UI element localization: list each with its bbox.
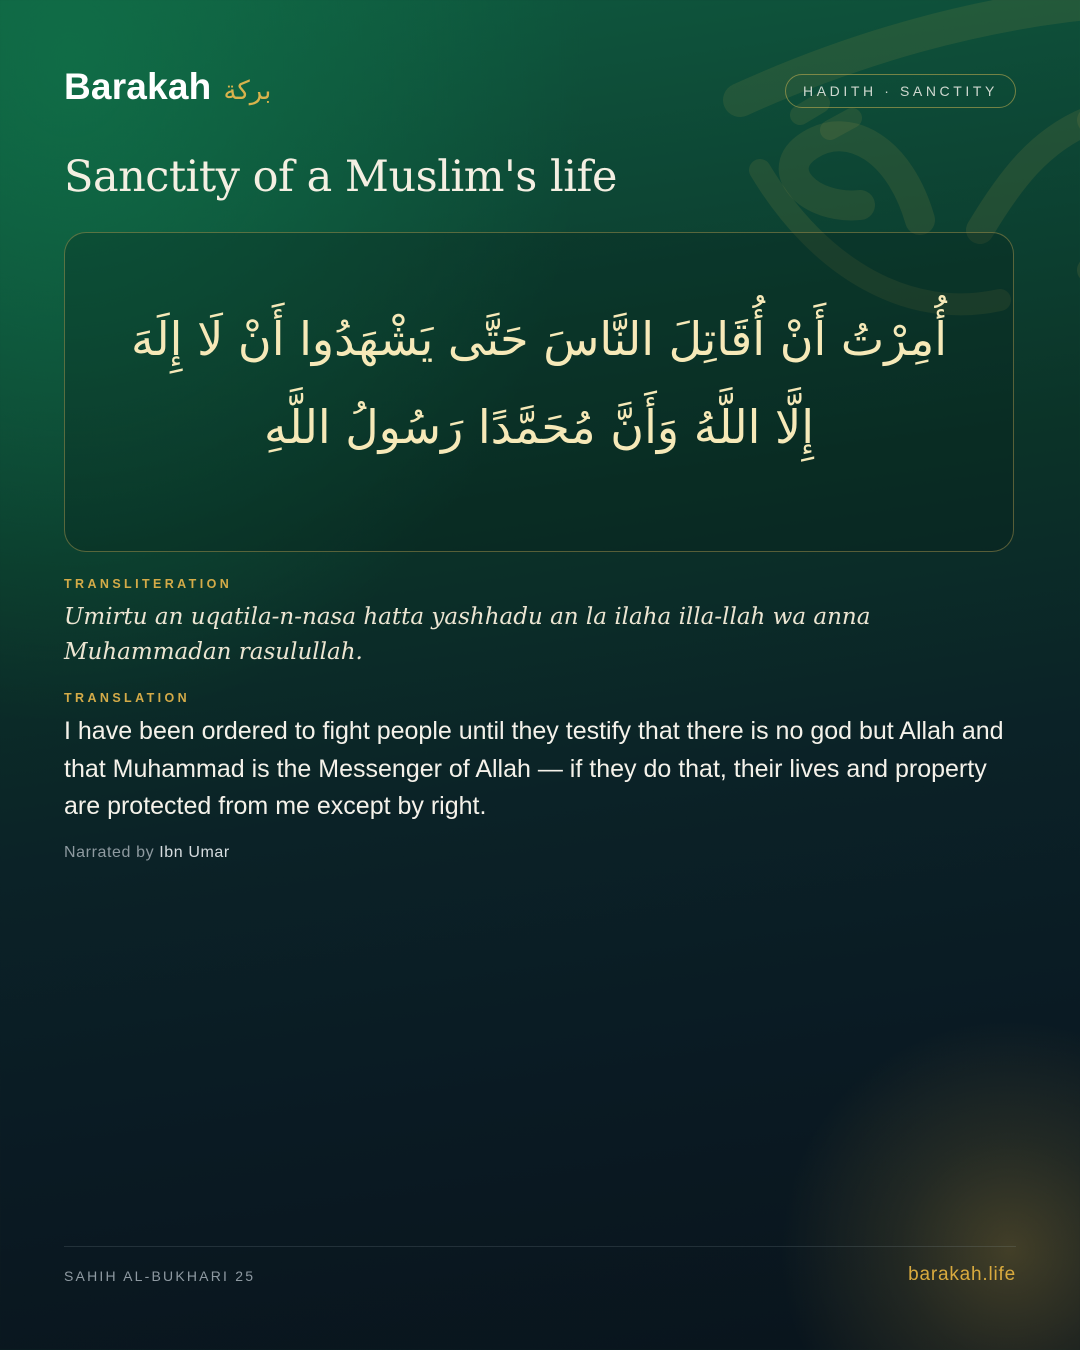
- hadith-source: SAHIH AL-BUKHARI 25: [64, 1268, 256, 1284]
- arabic-line-1: أُمِرْتُ أَنْ أُقَاتِلَ النَّاسَ حَتَّى يَشْهَدُوا أَنْ لَا إِلَهَ: [130, 312, 947, 366]
- header: [64, 62, 1016, 118]
- category-tag: [785, 74, 1016, 108]
- arabic-text-card: [64, 232, 1014, 552]
- narrator-prefix: Narrated by: [64, 844, 155, 861]
- footer-divider: [64, 1246, 1016, 1247]
- transliteration-label: TRANSLITERATION: [64, 577, 233, 591]
- website-link[interactable]: barakah.life: [908, 1264, 1016, 1285]
- arabic-line-2: إِلَّا اللَّهُ وَأَنَّ مُحَمَّدًا رَسُولُ اللَّهِ: [263, 400, 815, 454]
- brand-arabic-name: بركة: [223, 76, 272, 106]
- brand-logo: [64, 66, 271, 108]
- narrator-name: Ibn Umar: [159, 844, 230, 861]
- page-title: Sanctity of a Muslim's life: [64, 152, 617, 202]
- translation-label: TRANSLATION: [64, 691, 191, 705]
- brand-name: Barakah: [64, 66, 212, 107]
- transliteration-text: Umirtu an uqatila-n-nasa hatta yashhadu an la ilaha illa-llah wa anna Muhammadan rasulullah.: [64, 604, 871, 665]
- translation-text: I have been ordered to fight people until they testify that there is no god but Allah and that Muhammad is the Messenger of Allah — if they do that, their lives and property are protected from me except by right.: [64, 717, 1004, 820]
- category-tag-label: HADITH · SANCTITY: [803, 83, 998, 99]
- narrator-line: [64, 844, 230, 862]
- arabic-hadith-text: [105, 281, 973, 485]
